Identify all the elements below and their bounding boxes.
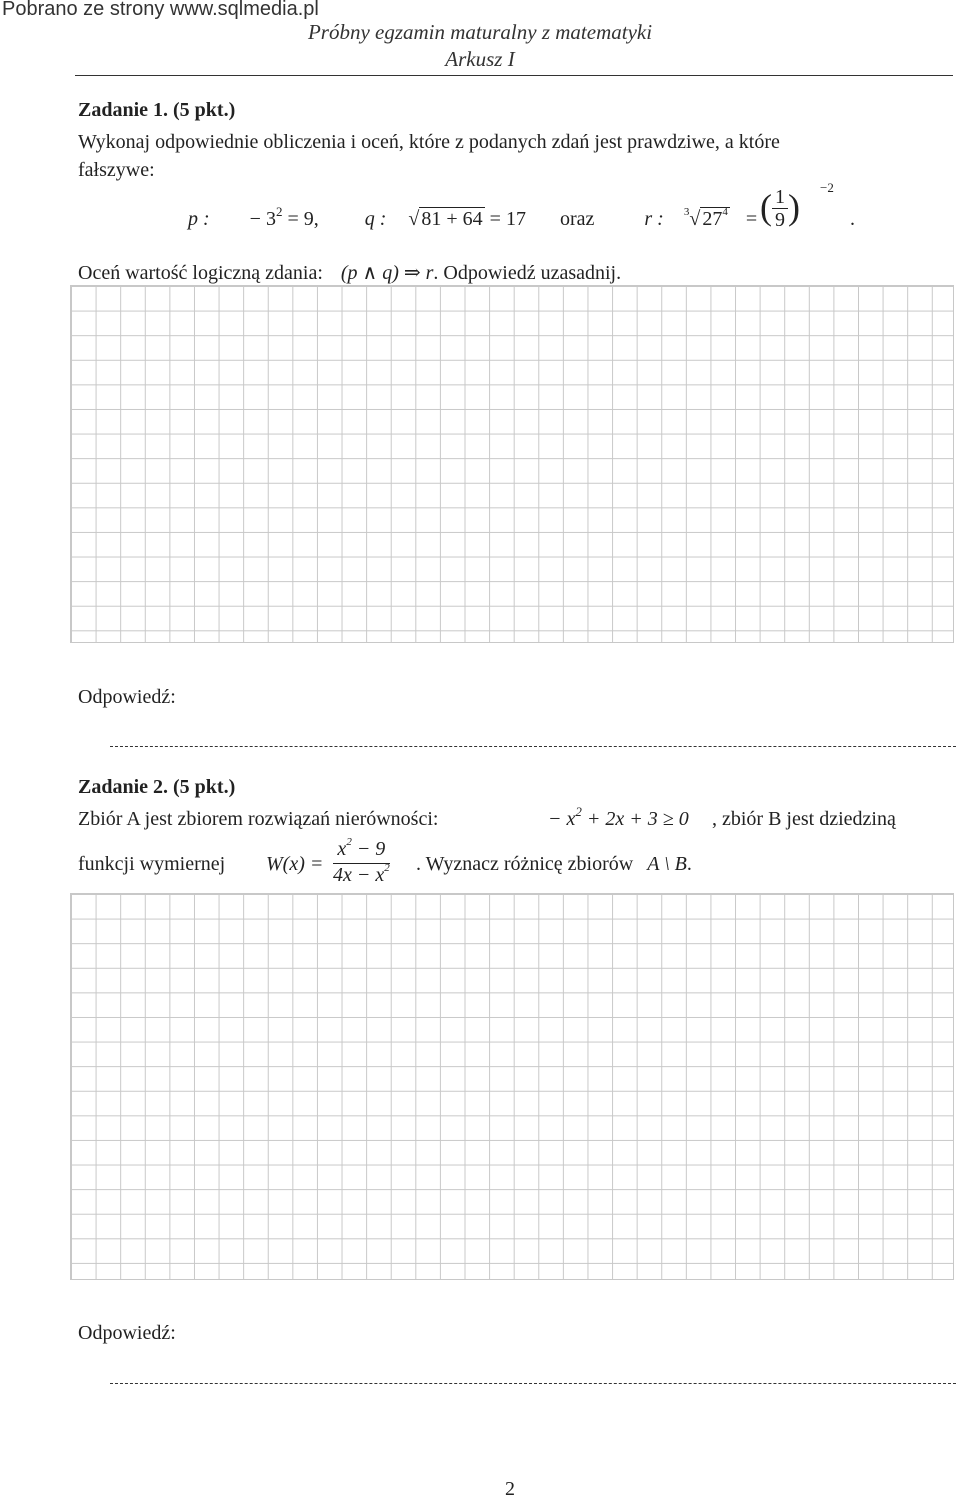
w-label: W(x) = — [266, 853, 324, 875]
source-watermark: Pobrano ze strony www.sqlmedia.pl — [2, 0, 319, 20]
exam-title: Próbny egzamin maturalny z matematyki — [307, 20, 653, 44]
task1-answer-line[interactable] — [110, 746, 956, 747]
w-num-a: x — [337, 838, 347, 860]
r-equals: = — [745, 208, 758, 230]
line2-set: A \ B — [647, 853, 687, 875]
left-paren: ( — [760, 186, 772, 227]
r-fraction — [772, 186, 788, 231]
q-rhs: = 17 — [489, 208, 526, 230]
p-label: p : — [188, 208, 210, 230]
p-expr-a: − 3 — [249, 208, 276, 230]
question-suffix: . Odpowiedź uzasadnij. — [433, 262, 622, 284]
p-expr-b: = 9, — [287, 208, 319, 230]
task2-answer-line[interactable] — [110, 1383, 956, 1384]
task1-question — [78, 260, 621, 285]
task1-heading: Zadanie 1. (5 pkt.) — [78, 99, 236, 121]
task2-line1-suffix: , zbiór B jest dziedziną — [712, 808, 896, 830]
w-den-a: 4x − x — [333, 864, 385, 886]
formula-line — [188, 204, 758, 231]
q-sqrt-content: 81 + 64 — [421, 208, 483, 230]
r-exponent: 4 — [722, 206, 728, 218]
r-frac-denominator: 9 — [775, 209, 785, 231]
exam-subtitle: Arkusz I — [445, 47, 515, 71]
r-base: 27 — [702, 208, 723, 230]
formula-end-dot: . — [850, 208, 855, 230]
oraz-word: oraz — [559, 208, 595, 230]
r-root-index: 3 — [683, 206, 690, 218]
w-denominator — [333, 864, 390, 889]
answer-grid-task1[interactable] — [70, 285, 954, 643]
w-den-exp: 2 — [384, 862, 390, 874]
task2-line2-mid — [416, 853, 692, 876]
r-frac-numerator: 1 — [772, 186, 788, 209]
r-label: r : — [644, 208, 664, 230]
w-num-exp: 2 — [346, 836, 352, 848]
q-label: q : — [364, 208, 387, 230]
w-fraction — [333, 838, 390, 889]
task2-answer-label: Odpowiedź: — [78, 1322, 176, 1344]
w-numerator — [333, 838, 390, 864]
ineq-exponent: 2 — [575, 804, 582, 819]
p-exponent: 2 — [275, 204, 283, 219]
question-prefix: Oceń wartość logiczną zdania: — [78, 262, 323, 284]
w-num-b: − 9 — [351, 838, 386, 860]
page-number: 2 — [505, 1478, 515, 1500]
task1-answer-label: Odpowiedź: — [78, 686, 176, 708]
r-outer-exponent: −2 — [820, 180, 834, 195]
task2-heading: Zadanie 2. (5 pkt.) — [78, 776, 236, 798]
right-paren: ) — [788, 186, 800, 227]
ineq-part-a: − x — [548, 808, 576, 830]
task1-text-line1: Wykonaj odpowiednie obliczenia i oceń, które z podanych zdań jest prawdziwe, a które — [78, 131, 780, 153]
task1-text-line2: fałszywe: — [78, 159, 155, 181]
question-expression: (p ∧ q) ⇒ r — [340, 262, 434, 284]
task2-line1-prefix: Zbiór A jest zbiorem rozwiązań nierówności: — [78, 808, 439, 830]
line2-mid-text: . Wyznacz różnicę zbiorów — [416, 853, 634, 875]
q-sqrt: √ 81 + 64 — [408, 208, 483, 230]
line2-end: . — [686, 853, 692, 875]
r-root: √ $27^4$ — [689, 206, 728, 230]
r-fraction-group — [760, 186, 800, 231]
task2-line2-prefix: funkcji wymiernej — [78, 853, 226, 875]
answer-grid-task2[interactable] — [70, 893, 954, 1280]
ineq-part-b: + 2x + 3 ≥ 0 — [586, 808, 689, 830]
task2-inequality — [548, 804, 689, 831]
header-rule — [75, 75, 953, 76]
